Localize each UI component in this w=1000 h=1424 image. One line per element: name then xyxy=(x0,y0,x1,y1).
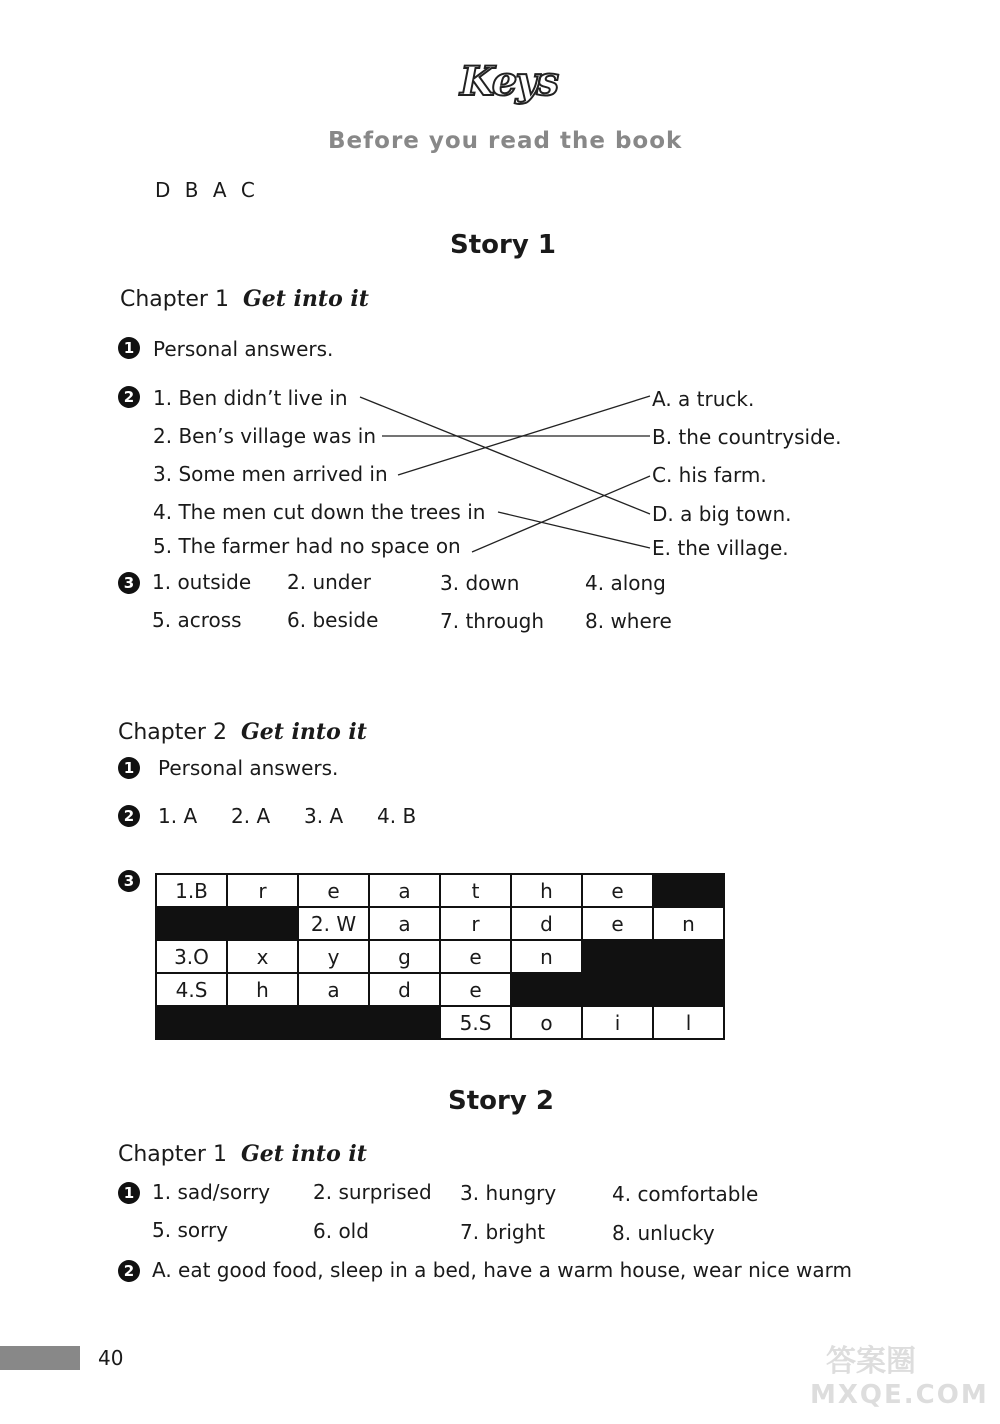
crossword-cell: 4.S xyxy=(156,973,227,1006)
match-left-1: 1. Ben didn’t live in xyxy=(153,386,348,410)
prep-answer-1: 1. outside xyxy=(152,570,252,594)
crossword-cell: e xyxy=(298,874,369,907)
adj-answer-3: 3. hungry xyxy=(460,1181,557,1205)
crossword-cell: e xyxy=(582,874,653,907)
crossword-cell: n xyxy=(511,940,582,973)
mc-answer-1: 1. A xyxy=(158,804,198,828)
crossword-cell: e xyxy=(582,907,653,940)
adj-answer-5: 5. sorry xyxy=(152,1218,229,1242)
q-number-2: 2 xyxy=(118,1260,140,1282)
page-marker-bar xyxy=(0,1346,80,1370)
crossword-cell: d xyxy=(369,973,440,1006)
story2-title: Story 2 xyxy=(448,1086,554,1116)
crossword-cell: r xyxy=(440,907,511,940)
q-number-3: 3 xyxy=(118,870,140,892)
crossword-cell: h xyxy=(227,973,298,1006)
personal-answers: Personal answers. xyxy=(158,756,339,780)
crossword-black-cell xyxy=(582,940,653,973)
crossword-cell: 1.B xyxy=(156,874,227,907)
crossword-cell: y xyxy=(298,940,369,973)
story2-q2-answer: A. eat good food, sleep in a bed, have a warm house, wear nice warm xyxy=(152,1258,852,1282)
match-right-d: D. a big town. xyxy=(652,502,792,526)
prep-answer-5: 5. across xyxy=(152,608,242,632)
crossword-cell: n xyxy=(653,907,724,940)
crossword-row xyxy=(156,874,724,907)
match-left-5: 5. The farmer had no space on xyxy=(153,534,461,558)
crossword-black-cell xyxy=(227,907,298,940)
crossword-cell: r xyxy=(227,874,298,907)
crossword-black-cell xyxy=(227,1006,298,1039)
intro-answers: D B A C xyxy=(155,178,259,202)
crossword-cell: 2. W xyxy=(298,907,369,940)
crossword-grid xyxy=(155,873,725,1040)
prep-answer-4: 4. along xyxy=(585,571,666,595)
section-subtitle: Before you read the book xyxy=(328,128,683,154)
q-number-3: 3 xyxy=(118,572,140,594)
adj-answer-6: 6. old xyxy=(313,1219,369,1243)
match-left-2: 2. Ben’s village was in xyxy=(153,424,377,448)
prep-answer-2: 2. under xyxy=(287,570,372,594)
crossword-cell: i xyxy=(582,1006,653,1039)
crossword-black-cell xyxy=(298,1006,369,1039)
crossword-cell: e xyxy=(440,973,511,1006)
story1-title: Story 1 xyxy=(450,230,556,260)
match-line-5-c xyxy=(472,476,650,552)
keys-logo: Keys xyxy=(460,58,558,105)
crossword-cell: d xyxy=(511,907,582,940)
q-number-1: 1 xyxy=(118,757,140,779)
crossword-cell: t xyxy=(440,874,511,907)
adj-answer-8: 8. unlucky xyxy=(612,1221,715,1245)
crossword-black-cell xyxy=(653,874,724,907)
crossword-cell: a xyxy=(298,973,369,1006)
mc-answer-4: 4. B xyxy=(377,804,417,828)
watermark-url: MXQE.COM xyxy=(810,1380,989,1410)
match-line-4-e xyxy=(498,512,650,548)
page-number: 40 xyxy=(98,1346,124,1370)
crossword-cell: 3.O xyxy=(156,940,227,973)
match-right-c: C. his farm. xyxy=(652,463,767,487)
match-right-a: A. a truck. xyxy=(652,387,755,411)
crossword-black-cell xyxy=(156,907,227,940)
match-right-b: B. the countryside. xyxy=(652,425,842,449)
personal-answers: Personal answers. xyxy=(153,337,334,361)
crossword-cell: a xyxy=(369,907,440,940)
crossword-cell: g xyxy=(369,940,440,973)
adj-answer-4: 4. comfortable xyxy=(612,1182,759,1206)
crossword-black-cell xyxy=(156,1006,227,1039)
prep-answer-3: 3. down xyxy=(440,571,520,595)
crossword-black-cell xyxy=(653,973,724,1006)
crossword-row xyxy=(156,940,724,973)
crossword-black-cell xyxy=(582,973,653,1006)
q-number-1: 1 xyxy=(118,337,140,359)
prep-answer-7: 7. through xyxy=(440,609,545,633)
story1-ch1-heading: Chapter 1 Get into it xyxy=(120,286,369,312)
story1-ch2-heading: Chapter 2 Get into it xyxy=(118,719,367,745)
crossword-black-cell xyxy=(511,973,582,1006)
crossword-row xyxy=(156,907,724,940)
q-number-1: 1 xyxy=(118,1182,140,1204)
prep-answer-8: 8. where xyxy=(585,609,672,633)
match-line-1-d xyxy=(360,397,650,514)
story2-ch1-heading: Chapter 1 Get into it xyxy=(118,1141,367,1167)
match-right-e: E. the village. xyxy=(652,536,789,560)
match-left-4: 4. The men cut down the trees in xyxy=(153,500,486,524)
crossword-cell: e xyxy=(440,940,511,973)
match-left-3: 3. Some men arrived in xyxy=(153,462,388,486)
adj-answer-7: 7. bright xyxy=(460,1220,546,1244)
crossword-cell: 5.S xyxy=(440,1006,511,1039)
adj-answer-1: 1. sad/sorry xyxy=(152,1180,271,1204)
crossword-black-cell xyxy=(369,1006,440,1039)
q-number-2: 2 xyxy=(118,386,140,408)
crossword-cell: o xyxy=(511,1006,582,1039)
crossword-row xyxy=(156,973,724,1006)
adj-answer-2: 2. surprised xyxy=(313,1180,432,1204)
crossword-cell: h xyxy=(511,874,582,907)
crossword-cell: a xyxy=(369,874,440,907)
q-number-2: 2 xyxy=(118,805,140,827)
crossword-black-cell xyxy=(653,940,724,973)
crossword-cell: l xyxy=(653,1006,724,1039)
watermark-logo: 答案圈 xyxy=(826,1344,916,1379)
mc-answer-2: 2. A xyxy=(231,804,271,828)
crossword-cell: x xyxy=(227,940,298,973)
prep-answer-6: 6. beside xyxy=(287,608,379,632)
mc-answer-3: 3. A xyxy=(304,804,344,828)
crossword-row xyxy=(156,1006,724,1039)
